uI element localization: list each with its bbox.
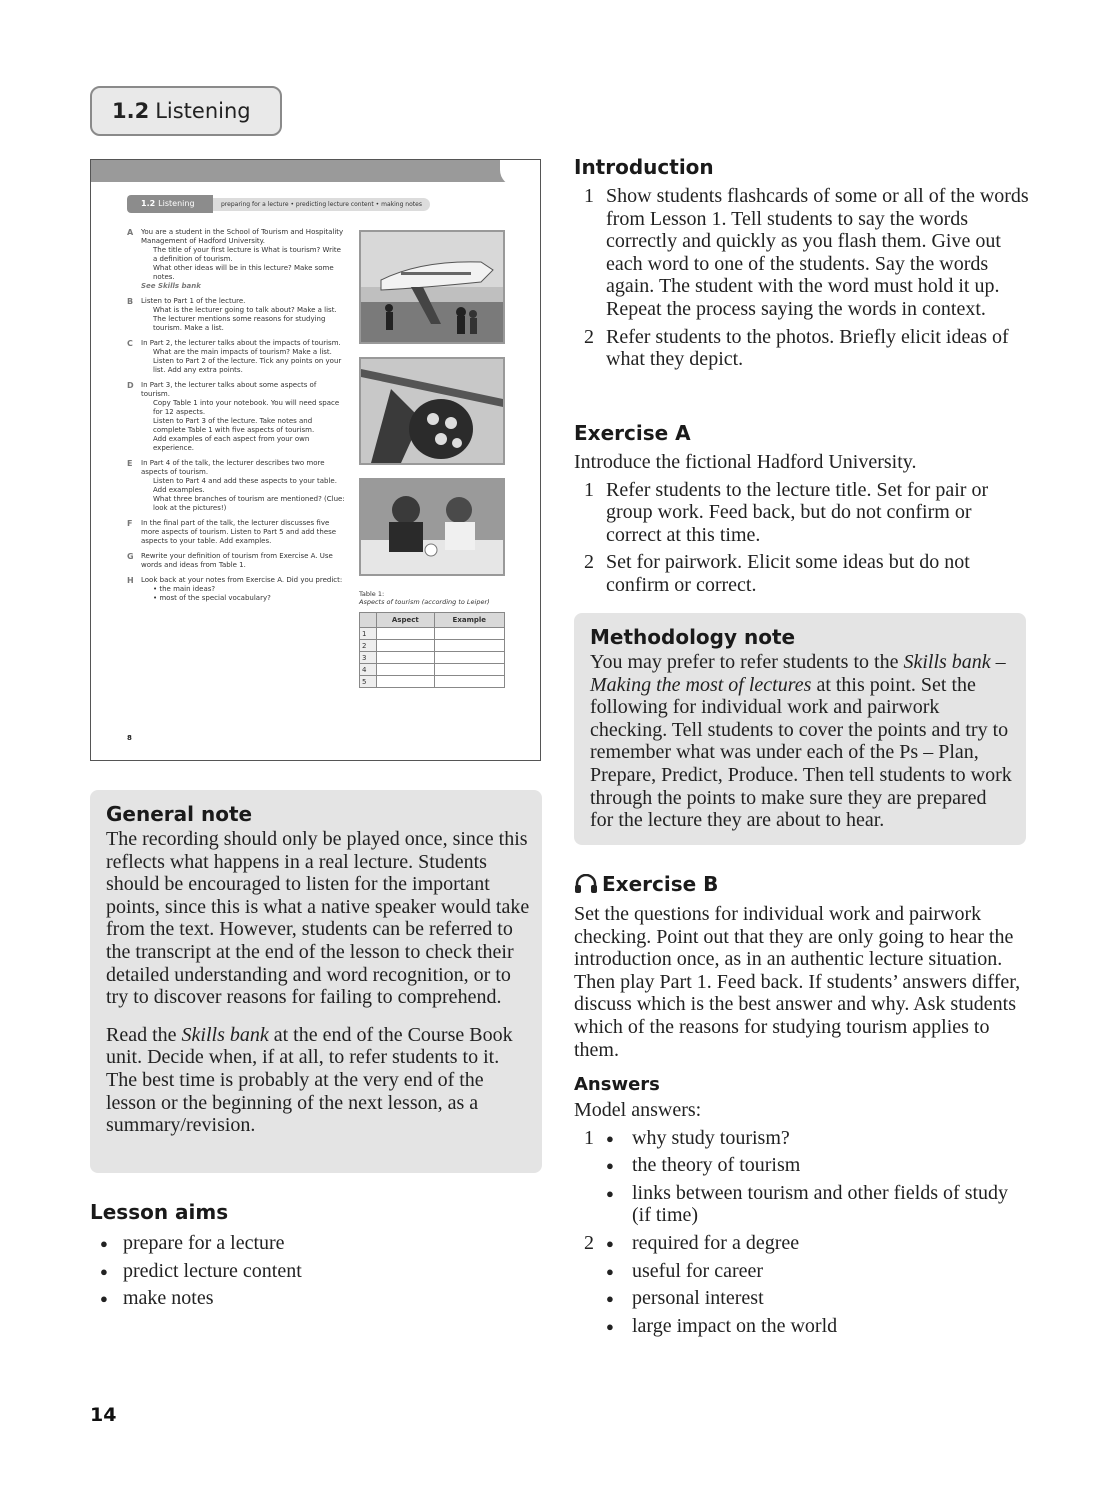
- exercise-b-heading: Exercise B: [574, 872, 1029, 899]
- question-text: In the final part of the talk, the lecturer discusses five more aspects of tourism. Listen to Part 5 and add these aspects to your table. Add examples.: [141, 519, 337, 545]
- introduction-item: 1 Show students flashcards of some or all of the words from Lesson 1. Tell students to say the words correctly and quickly as you flash them. Give out each word to one of the students. Say the words again. The student with the word must hold it up. Repeat the process saying the words in context.: [584, 185, 1029, 320]
- question-sub-item: What three branches of tourism are mentioned? (Clue: look at the pictures!): [153, 495, 345, 512]
- thumbnail-top-notch: [500, 160, 540, 186]
- question-letter: H: [127, 576, 134, 585]
- table-row: 4: [360, 664, 505, 676]
- introduction-heading: Introduction: [574, 155, 714, 179]
- introduction-section: [574, 155, 1029, 376]
- general-note-paragraph-2: Read the Skills bank at the end of the Course Book unit. Decide when, if at all, to refer students to it. The best time is probably at the very end of the lesson or the beginning of the next lesson, as a summary/revision.: [106, 1023, 513, 1137]
- page-number: 14: [90, 1404, 117, 1426]
- thumbnail-question: [127, 381, 347, 453]
- table-corner: [360, 613, 377, 628]
- thumbnail-aims: preparing for a lecture • predicting lecture content • making notes: [213, 198, 430, 211]
- answers-heading: Answers: [574, 1074, 660, 1095]
- exercise-a-item: 1 Refer students to the lecture title. Set for pair or group work. Feed back, but do not confirm or correct at this time.: [584, 478, 989, 546]
- exercise-a-section: [574, 421, 1029, 602]
- thumbnail-question: [127, 552, 347, 570]
- thumbnail-questions: [127, 228, 347, 609]
- question-text: In Part 3, the lecturer talks about some aspects of tourism.: [141, 381, 317, 398]
- question-text: In Part 2, the lecturer talks about the impacts of tourism.: [141, 339, 341, 347]
- thumbnail-aspects-table: [359, 612, 505, 688]
- thumbnail-question: [127, 228, 347, 291]
- airplane-boarding-photo: [359, 230, 505, 344]
- methodology-note-box: [574, 613, 1026, 845]
- table-header-example: Example: [434, 613, 504, 628]
- question-sub-item: • the main ideas?: [153, 585, 216, 593]
- exercise-b-section: [574, 872, 1029, 1061]
- question-sub-item: Copy Table 1 into your notebook. You will need space for 12 aspects.: [153, 399, 340, 416]
- exercise-b-text: Set the questions for individual work and pairwork checking. Point out that they are only going to hear the introduction once, as in an authentic lecture situation. Then play Part 1. Feed back. If students’ answers differ, discuss which is the best answer and why. Ask students which of the reasons for studying tourism applies to them.: [574, 903, 1021, 1061]
- thumbnail-question: [127, 519, 347, 546]
- thumbnail-section-tab: 1.2 Listening: [127, 195, 213, 213]
- answer-item: 1 ● why study tourism?: [584, 1126, 790, 1149]
- answers-intro: Model answers:: [574, 1099, 702, 1121]
- question-text: You are a student in the School of Tourism and Hospitality Management of Hadford University.: [141, 228, 344, 245]
- lesson-aim-item: ● prepare for a lecture: [90, 1232, 530, 1255]
- exercise-a-intro: Introduce the fictional Hadford University.: [574, 451, 917, 473]
- course-book-page-thumbnail: [90, 159, 541, 761]
- question-sub-item: What is the lecturer going to talk about? Make a list.: [153, 306, 337, 314]
- section-title: Listening: [155, 99, 251, 123]
- general-note-box: [90, 790, 542, 1173]
- thumbnail-table-caption: Table 1: Aspects of tourism (according to Leiper): [359, 590, 490, 606]
- thumbnail-question: [127, 297, 347, 333]
- question-letter: D: [127, 381, 134, 390]
- question-sub-item: The lecturer mentions some reasons for studying tourism. Make a list.: [153, 315, 326, 332]
- skills-bank-note: See Skills bank: [141, 282, 201, 290]
- answer-item: ● the theory of tourism: [606, 1154, 801, 1177]
- question-text: In Part 4 of the talk, the lecturer describes two more aspects of tourism.: [141, 459, 325, 476]
- question-sub-item: Listen to Part 3 of the lecture. Take notes and complete Table 1 with five aspects of tourism.: [153, 417, 315, 434]
- lesson-aim-item: ● predict lecture content: [90, 1260, 530, 1283]
- question-sub-item: The title of your first lecture is What is tourism? Write a definition of tourism.: [153, 246, 341, 263]
- introduction-item: 2 Refer students to the photos. Briefly elicit ideas of what they depict.: [584, 325, 1009, 371]
- thumbnail-question: [127, 339, 347, 375]
- table-header-aspect: Aspect: [377, 613, 435, 628]
- roller-coaster-photo: [359, 357, 505, 465]
- table-row: 3: [360, 652, 505, 664]
- exercise-a-heading: Exercise A: [574, 421, 691, 445]
- thumbnail-question: [127, 576, 347, 603]
- answer-item: 2 ● required for a degree: [584, 1231, 800, 1254]
- question-sub-item: What are the main impacts of tourism? Make a list.: [153, 348, 332, 356]
- section-number: 1.2: [112, 99, 150, 123]
- methodology-note-heading: Methodology note: [590, 625, 796, 649]
- question-sub-item: Listen to Part 4 and add these aspects to your table. Add examples.: [153, 477, 337, 494]
- section-tab: [90, 86, 282, 136]
- dinner-couple-photo: [359, 478, 505, 576]
- answers-section: [574, 1074, 1029, 1342]
- table-row: 5: [360, 676, 505, 688]
- question-letter: E: [127, 459, 133, 468]
- answer-item: ● useful for career: [606, 1259, 764, 1282]
- thumbnail-question: [127, 459, 347, 513]
- answer-item: ● large impact on the world: [606, 1314, 838, 1337]
- question-letter: A: [127, 228, 134, 237]
- question-text: Listen to Part 1 of the lecture.: [141, 297, 246, 305]
- question-sub-item: • most of the special vocabulary?: [153, 594, 271, 602]
- general-note-paragraph-1: The recording should only be played once, since this reflects what happens in a real lecture. Students should be encouraged to listen for the important points, since this is what a native speaker would take from the text. However, students can be referred to the transcript at the end of the lesson to check their detailed understanding and word recognition, or to try to discover reasons for failing to comprehend.: [106, 828, 530, 1009]
- thumbnail-page-number: 8: [127, 734, 132, 742]
- question-letter: B: [127, 297, 134, 306]
- question-letter: C: [127, 339, 133, 348]
- question-letter: F: [127, 519, 133, 528]
- question-text: Look back at your notes from Exercise A. Did you predict:: [141, 576, 343, 584]
- question-sub-item: What other ideas will be in this lecture? Make some notes.: [153, 264, 334, 281]
- question-sub-item: Listen to Part 2 of the lecture. Tick any points on your list. Add any extra points.: [153, 357, 342, 374]
- answer-item: ● links between tourism and other fields of study (if time): [606, 1181, 1009, 1227]
- general-note-heading: General note: [106, 802, 253, 826]
- table-row: 2: [360, 640, 505, 652]
- lesson-aims-section: [90, 1200, 530, 1315]
- question-text: Rewrite your definition of tourism from Exercise A. Use words and ideas from Table 1.: [141, 552, 333, 569]
- lesson-aim-item: ● make notes: [90, 1287, 530, 1310]
- exercise-a-item: 2 Set for pairwork. Elicit some ideas but do not confirm or correct.: [584, 551, 970, 596]
- lesson-aims-heading: Lesson aims: [90, 1200, 229, 1224]
- methodology-note-text: You may prefer to refer students to the Skills bank – Making the most of lectures at this point. Set the following for individual work and pairwork checking. Tell students to cover the points and try to remember what was under each of the Ps – Plan, Prepare, Predict, Produce. Then tell students to work through the points to make sure they are prepared for the lecture they are about to hear.: [590, 651, 1012, 832]
- question-letter: G: [127, 552, 134, 561]
- answer-item: ● personal interest: [606, 1287, 764, 1310]
- table-row: 1: [360, 628, 505, 640]
- headphones-icon: [574, 874, 598, 899]
- question-sub-item: Add examples of each aspect from your own experience.: [153, 435, 310, 452]
- thumbnail-top-bar: [91, 160, 540, 182]
